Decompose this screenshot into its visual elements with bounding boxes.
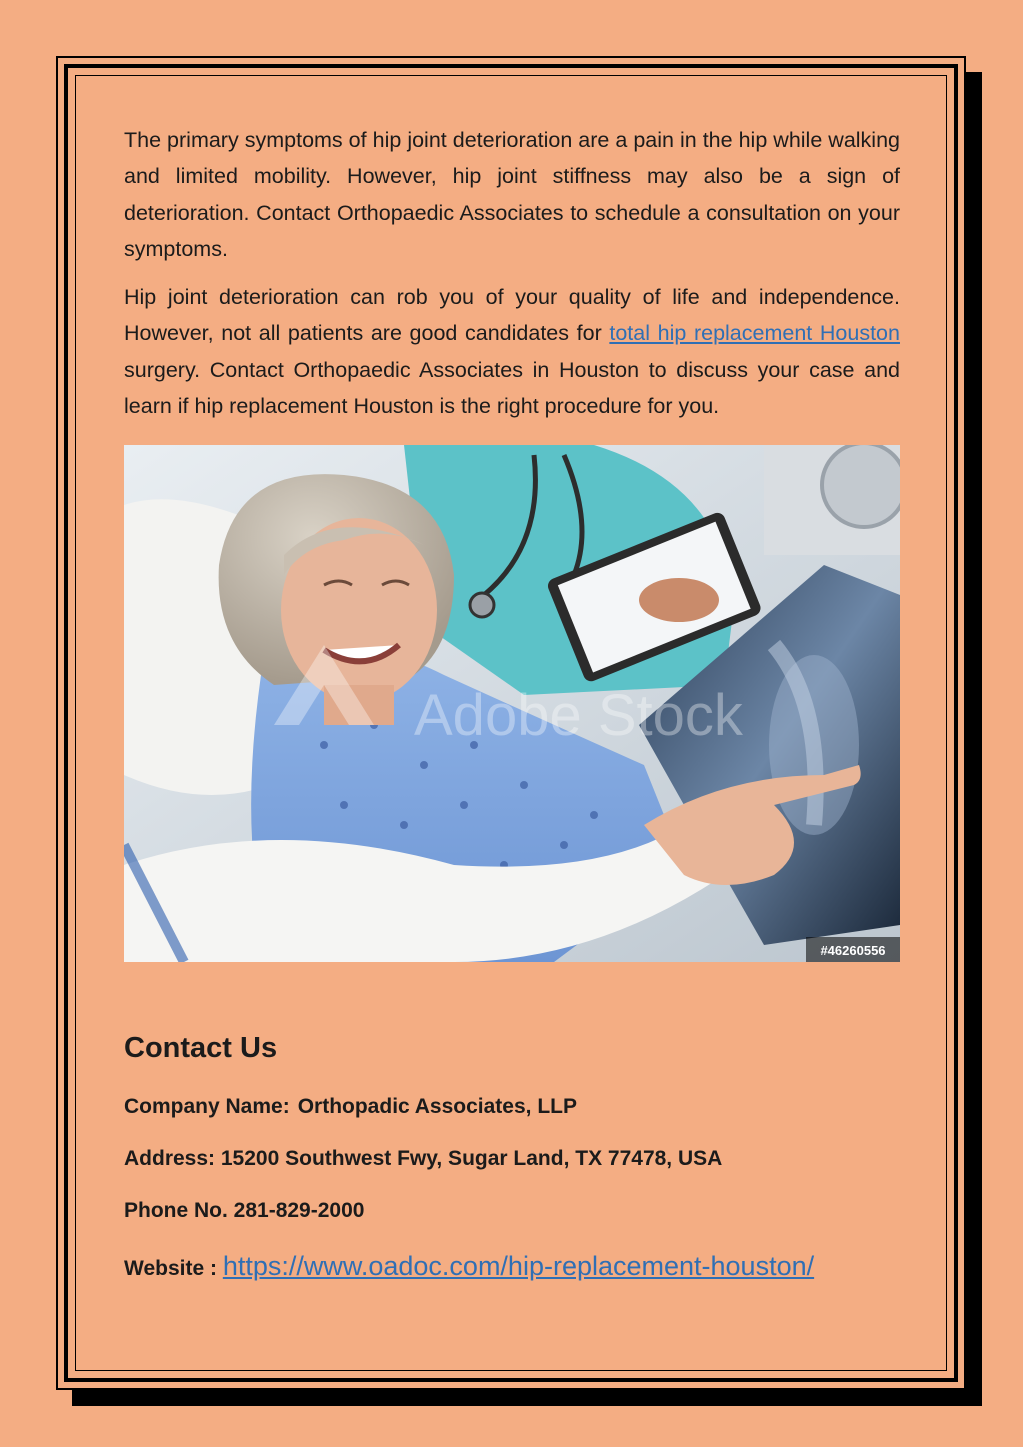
website-label: Website :	[124, 1257, 217, 1281]
company-name-row	[124, 1095, 900, 1119]
company-name-label: Company Name:	[124, 1095, 290, 1119]
address-row	[124, 1147, 900, 1171]
company-name-value: Orthopadic Associates, LLP	[297, 1095, 577, 1119]
website-row	[124, 1251, 900, 1282]
paragraph-text-end: surgery. Contact Orthopaedic Associates in Houston to discuss your case and learn if hip replacement Houston is the right procedure for you.	[124, 357, 900, 419]
website-link[interactable]: https://www.oadoc.com/hip-replacement-houston/	[222, 1251, 815, 1282]
paragraph-text-start: Hip joint deterioration can rob you of your quality of life and independence. However, not all patients are good candidates for	[124, 285, 900, 346]
address-label: Address:	[124, 1147, 216, 1171]
total-hip-replacement-link[interactable]: total hip replacement Houston	[609, 321, 900, 346]
contact-us-heading: Contact Us	[124, 1032, 278, 1065]
hospital-photo-illustration	[124, 445, 900, 962]
document-content	[124, 122, 900, 1282]
address-value: 15200 Southwest Fwy, Sugar Land, TX 77478, USA	[220, 1147, 723, 1171]
phone-row: Phone No. 281-829-2000	[124, 1199, 365, 1223]
photo-watermark-text: Adobe Stock	[414, 683, 743, 749]
hospital-photo	[124, 445, 900, 962]
photo-stock-id: #46260556	[820, 943, 886, 959]
paragraph-hip-replacement	[124, 279, 900, 424]
paragraph-symptoms: The primary symptoms of hip joint deterioration are a pain in the hip while walking and limited mobility. However, hip joint stiffness may also be a sign of deterioration. Contact Orthopaedic Associates to schedule a consultation on your symptoms.	[124, 128, 900, 261]
